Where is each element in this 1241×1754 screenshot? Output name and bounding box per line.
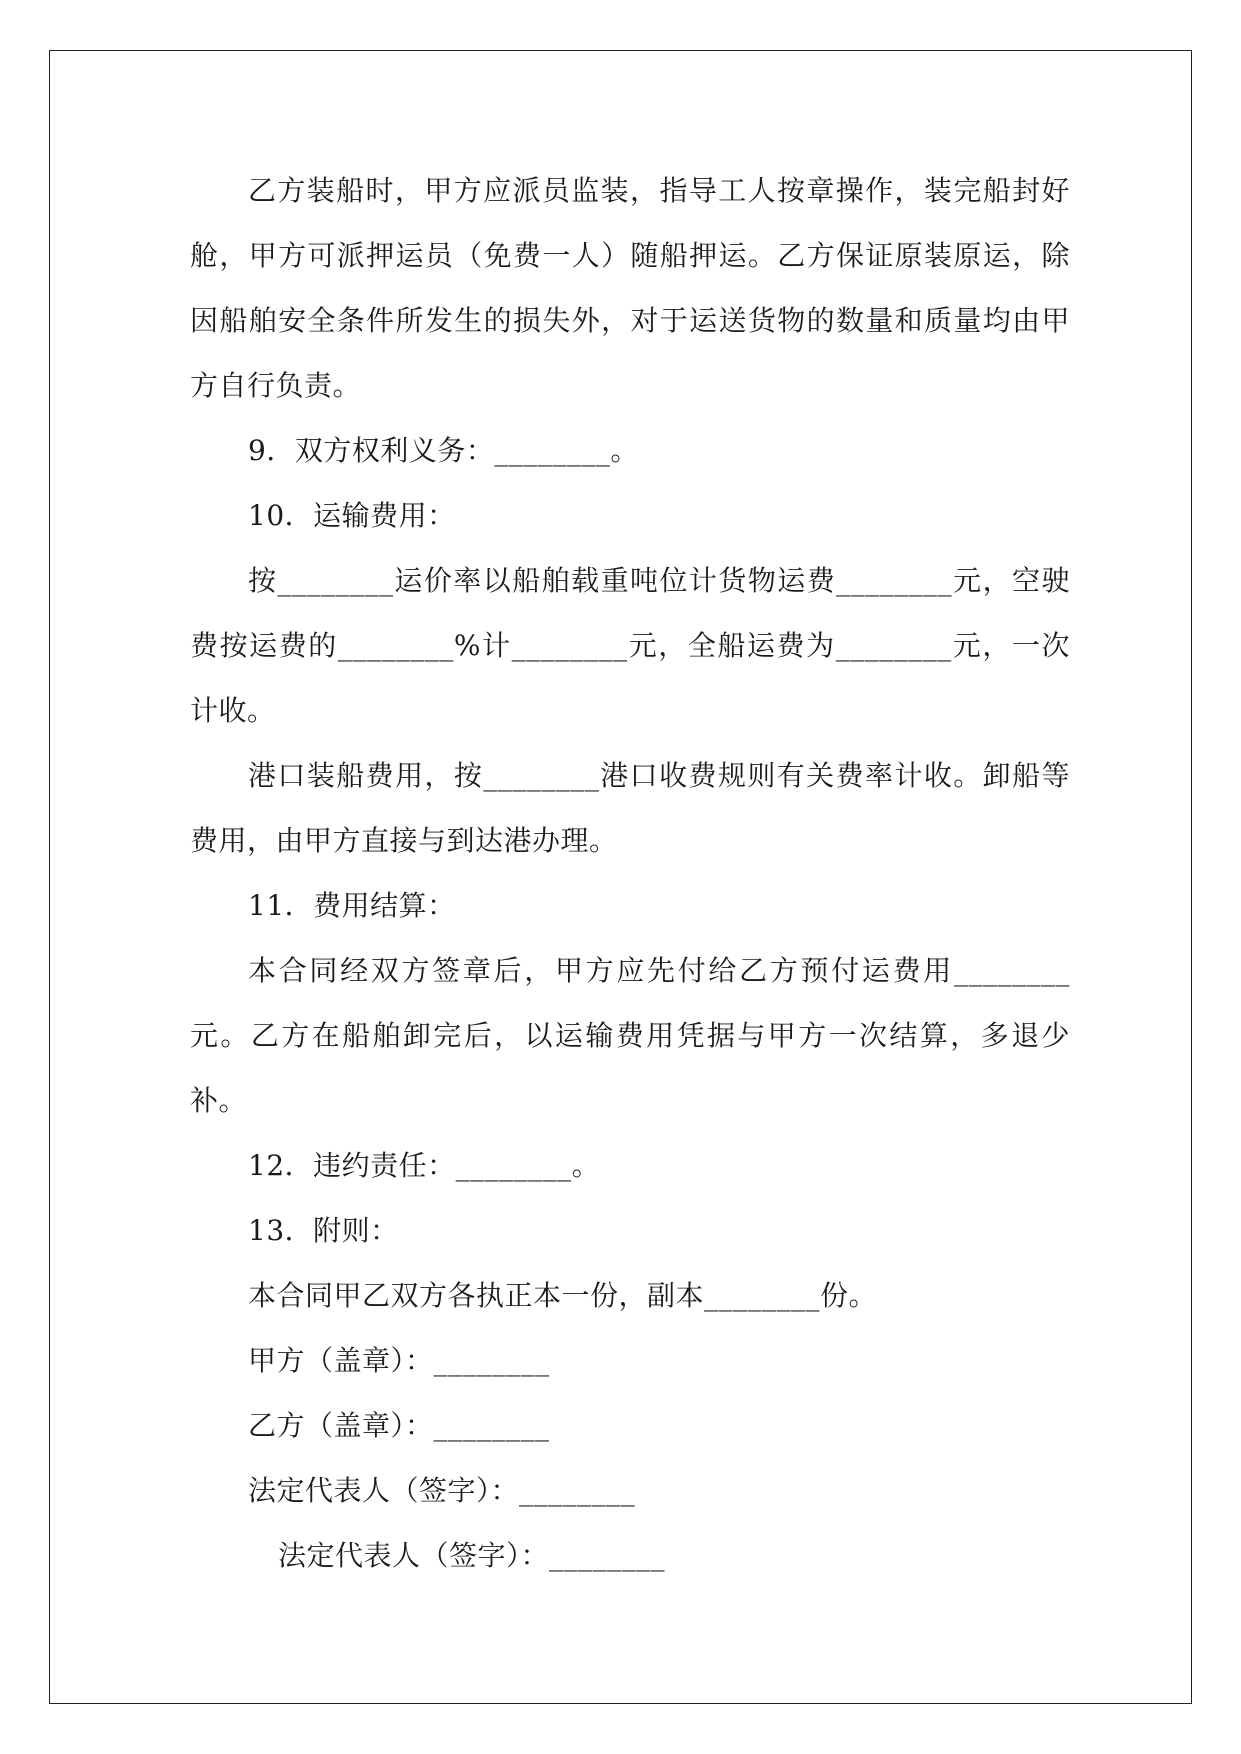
clause-11-settlement: 本合同经双方签章后，甲方应先付给乙方预付运费用________元。乙方在船舶卸完后，以运输费用凭据与甲方一次结算，多退少补。 (190, 954, 1070, 1117)
signature-party-a: 甲方（盖章）：________ (248, 1344, 550, 1377)
signature-representative-b: 法定代表人（签字）：________ (278, 1539, 666, 1572)
clause-12-liability: 12．违约责任：________。 (248, 1149, 601, 1182)
clause-10-port-fees: 港口装船费用，按________港口收费规则有关费率计收。卸船等费用，由甲方直接与到达港办理。 (190, 759, 1070, 857)
clause-loading-supervision: 乙方装船时，甲方应派员监装，指导工人按章操作，装完船封好舱，甲方可派押运员（免费一人）随船押运。乙方保证原装原运，除因船舶安全条件所发生的损失外，对于运送货物的数量和质量均由甲方自行负责。 (190, 174, 1070, 402)
clause-9-rights-obligations: 9．双方权利义务：________。 (248, 434, 639, 467)
signature-party-b: 乙方（盖章）：________ (248, 1409, 550, 1442)
signature-representative-a: 法定代表人（签字）：________ (248, 1474, 636, 1507)
clause-13-copies: 本合同甲乙双方各执正本一份，副本________份。 (248, 1279, 878, 1312)
document-body (190, 158, 1070, 1588)
clause-10-heading: 10．运输费用： (248, 499, 456, 532)
clause-10-freight-rates: 按________运价率以船舶载重吨位计货物运费________元，空驶费按运费的________%计________元，全船运费为________元，一次计收。 (190, 564, 1070, 727)
clause-11-heading: 11．费用结算： (248, 889, 456, 922)
clause-13-heading: 13．附则： (248, 1214, 399, 1247)
